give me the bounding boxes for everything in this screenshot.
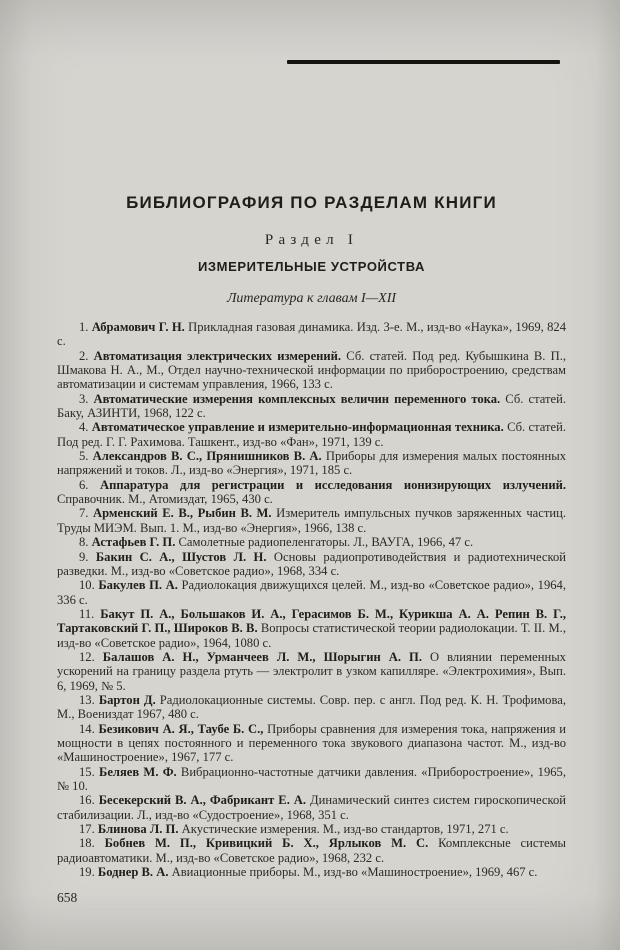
entry-authors: Бартон Д. <box>98 692 156 707</box>
entry-number: 3. <box>79 391 89 406</box>
entry-text: Сб. статей. Баку, АЗИНТИ, 1968, 122 с. <box>57 391 566 421</box>
entry-number: 16. <box>79 793 95 808</box>
entry-text: Вопросы статистической теории радиолокации. Т. II. М., изд-во «Советское радио», 1964, 1080 с. <box>57 621 566 650</box>
entry-number: 8. <box>79 535 89 550</box>
bib-entry <box>57 449 566 478</box>
entry-text: О влиянии переменных ускорений на границу раздела ртуть — электролит в узком капилляре. «Электрохимия», Вып. 6, 1969, № 5. <box>57 649 566 693</box>
entry-number: 13. <box>79 692 95 707</box>
entry-authors: Боднер В. А. <box>97 865 169 880</box>
entry-text: Справочник. М., Атомиздат, 1965, 430 с. <box>57 492 273 507</box>
bib-entry <box>57 550 566 579</box>
entry-title: Автоматизация электрических измерений. <box>93 348 342 363</box>
bib-entry <box>57 478 566 507</box>
section-heading: Раздел I <box>264 232 359 248</box>
bib-entry <box>57 822 566 836</box>
entry-number: 2. <box>79 348 89 363</box>
bib-entry <box>57 865 566 879</box>
entry-authors: Бакулев П. А. <box>98 578 178 593</box>
scan-line-artifact <box>287 60 560 64</box>
entry-number: 11. <box>79 606 95 621</box>
bib-entry <box>57 578 566 607</box>
entry-number: 4. <box>79 420 89 435</box>
entry-text: Радиолокационные системы. Совр. пер. с англ. Под ред. К. Н. Трофимова, М., Воениздат 1967, 480 с. <box>57 692 566 722</box>
bib-entry <box>57 506 566 535</box>
entry-number: 1. <box>79 320 89 334</box>
entry-authors: Блинова Л. П. <box>97 822 179 837</box>
entry-text: Авиационные приборы. М., изд-во «Машиностроение», 1969, 467 с. <box>171 865 538 880</box>
entry-text: Измеритель импульсных пучков заряженных частиц. Труды МИЭМ. Вып. 1. М., изд-во «Энергия», 1966, 138 с. <box>57 506 566 535</box>
entry-authors: Арменский Е. В., Рыбин В. М. <box>93 506 272 521</box>
entry-text: Сб. статей. Под ред. Г. Г. Рахимова. Ташкент., изд-во «Фан», 1971, 139 с. <box>57 420 566 449</box>
entry-authors: Бобнев М. П., Кривицкий Б. Х., Ярлыков М. С. <box>104 836 429 851</box>
entry-text: Основы радиопротиводействия и радиотехнической разведки. М., изд-во «Советское радио», 1968, 334 с. <box>57 549 566 578</box>
entry-text: Комплексные системы радиоавтоматики. М., изд-во «Советское радио», 1968, 232 с. <box>57 836 566 865</box>
subsection-heading: ИЗМЕРИТЕЛЬНЫЕ УСТРОЙСТВА <box>197 259 426 274</box>
entry-text: Самолетные радиопеленгаторы. Л., ВАУГА, 1966, 47 с. <box>178 535 474 550</box>
bib-entry <box>57 420 566 449</box>
entry-number: 9. <box>79 549 89 564</box>
entry-authors: Бакин С. А., Шустов Л. Н. <box>95 549 267 564</box>
bib-entry <box>57 349 566 392</box>
entry-number: 14. <box>79 721 95 736</box>
entry-title: Автоматическое управление и измерительно-информационная техника. <box>91 420 504 435</box>
chapters-note: Литература к главам I—XII <box>226 291 397 306</box>
entry-text: Акустические измерения. М., изд-во стандартов, 1971, 271 с. <box>181 822 509 837</box>
bib-entry <box>57 320 566 349</box>
entry-number: 7. <box>79 506 89 521</box>
bib-entry <box>57 535 566 549</box>
entry-title: Аппаратура для регистрации и исследования ионизирующих излучений. <box>99 477 566 492</box>
entry-number: 17. <box>79 822 95 837</box>
bib-entry <box>57 650 566 693</box>
entry-text: Вибрационно-частотные датчики давления. «Приборостроение», 1965, № 10. <box>57 764 566 793</box>
entry-authors: Бесекерский В. А., Фабрикант Е. А. <box>98 793 307 808</box>
entry-number: 10. <box>79 578 95 593</box>
entry-number: 15. <box>79 764 95 779</box>
bib-entry <box>57 722 566 765</box>
bibliography-list <box>57 320 566 879</box>
entry-authors: Балашов А. Н., Урманчеев Л. М., Шорыгин А. П. <box>102 649 422 664</box>
bib-entry <box>57 793 566 822</box>
bib-entry <box>57 392 566 421</box>
entry-authors: Безикович А. Я., Таубе Б. С., <box>98 721 264 736</box>
entry-authors: Бакут П. А., Большаков И. А., Герасимов Б. М., Курикша А. А. Репин В. Г., Тартаковский Г. П., Широков В. В. <box>57 606 566 636</box>
entry-text: Приборы для измерения малых постоянных напряжений и токов. Л., изд-во «Энергия», 1971, 185 с. <box>57 449 566 478</box>
entry-authors: Астафьев Г. П. <box>91 535 176 550</box>
entry-authors: Александров В. С., Прянишников В. А. <box>92 449 322 464</box>
page-title: БИБЛИОГРАФИЯ ПО РАЗДЕЛАМ КНИГИ <box>126 193 497 212</box>
entry-text: Приборы сравнения для измерения тока, напряжения и мощности в цепях постоянного и переменного тока звукового диапазона частот. М., изд-во «Машиностроение», 1967, 177 с. <box>57 721 566 765</box>
entry-number: 19. <box>79 865 95 880</box>
bib-entry <box>57 836 566 865</box>
entry-text: Сб. статей. Под ред. Кубышкина В. П., Шмакова Н. А., М., Отдел научно-технической информации по приборостроению, средствам автоматизации и системам управления, 1966, 133 с. <box>57 348 567 392</box>
entry-number: 6. <box>79 477 89 492</box>
entry-number: 12. <box>79 649 95 664</box>
page-content <box>57 193 566 879</box>
entry-number: 5. <box>79 449 89 464</box>
entry-authors: Беляев М. Ф. <box>99 764 177 779</box>
entry-authors: Абрамович Г. Н. <box>91 320 185 334</box>
bib-entry <box>57 607 566 650</box>
page-number: 658 <box>57 890 78 905</box>
entry-number: 18. <box>79 836 95 851</box>
entry-text: Прикладная газовая динамика. Изд. 3-е. М., изд-во «Наука», 1969, 824 с. <box>57 320 566 349</box>
bib-entry <box>57 693 566 722</box>
entry-title: Автоматические измерения комплексных величин переменного тока. <box>93 391 501 406</box>
bib-entry <box>57 765 566 794</box>
entry-text: Динамический синтез систем гироскопической стабилизации. Л., изд-во «Судостроение», 1968, 351 с. <box>57 793 566 822</box>
entry-text: Радиолокация движущихся целей. М., изд-во «Советское радио», 1964, 336 с. <box>57 578 566 607</box>
